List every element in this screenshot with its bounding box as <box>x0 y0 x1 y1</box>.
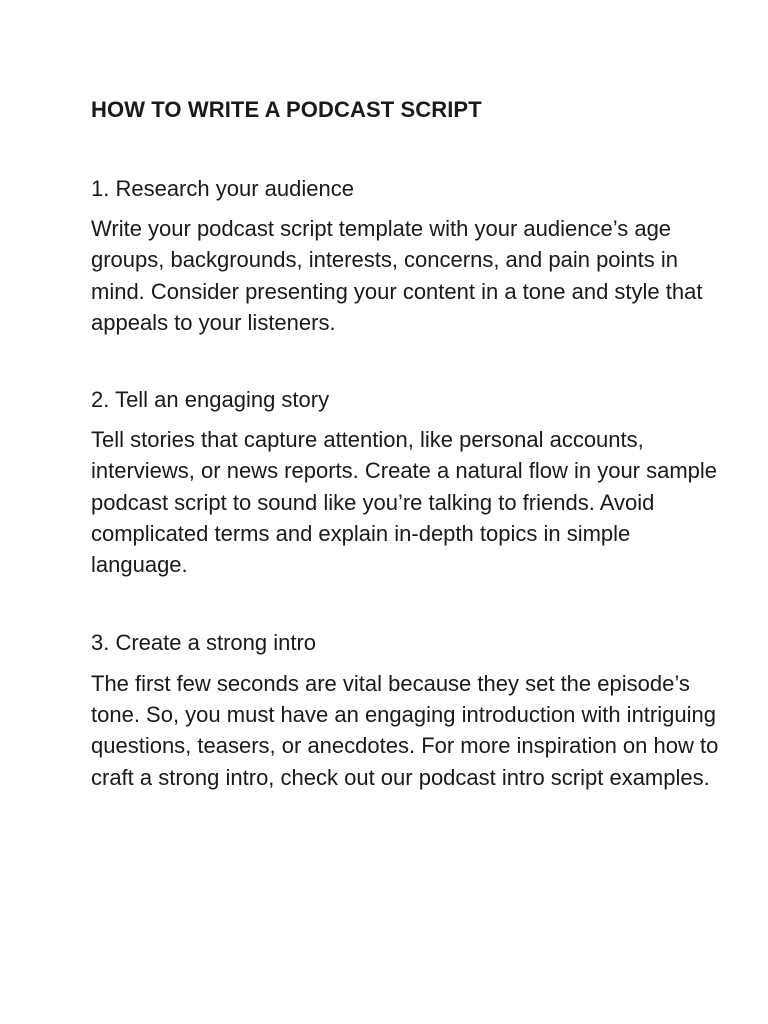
section-body: The first few seconds are vital because they set the episode’s tone. So, you must have an engaging introduction with intriguing questions, teasers, or anecdotes. For more inspiration on how to craft a strong intro, check out our podcast intro script examples. <box>91 670 719 790</box>
document-title: HOW TO WRITE A PODCAST SCRIPT <box>91 97 482 122</box>
section-heading: 1. Research your audience <box>91 176 354 201</box>
section-heading: 3. Create a strong intro <box>91 629 317 655</box>
section-engaging-story <box>91 385 731 580</box>
section-strong-intro <box>91 628 731 793</box>
section-research-audience <box>91 174 731 338</box>
section-heading: 2. Tell an engaging story <box>91 387 330 413</box>
section-body: Tell stories that capture attention, like personal accounts, interviews, or news reports. Create a natural flow in your sample podcast script to sound like you’re talking to friends. Avoid complicated terms and explain in-depth topics in simple language. <box>91 427 718 578</box>
section-body: Write your podcast script template with your audience’s age groups, backgrounds, interests, concerns, and pain points in mind. Consider presenting your content in a tone and style that appeals to your listeners. <box>91 216 703 335</box>
document-page <box>91 95 731 793</box>
